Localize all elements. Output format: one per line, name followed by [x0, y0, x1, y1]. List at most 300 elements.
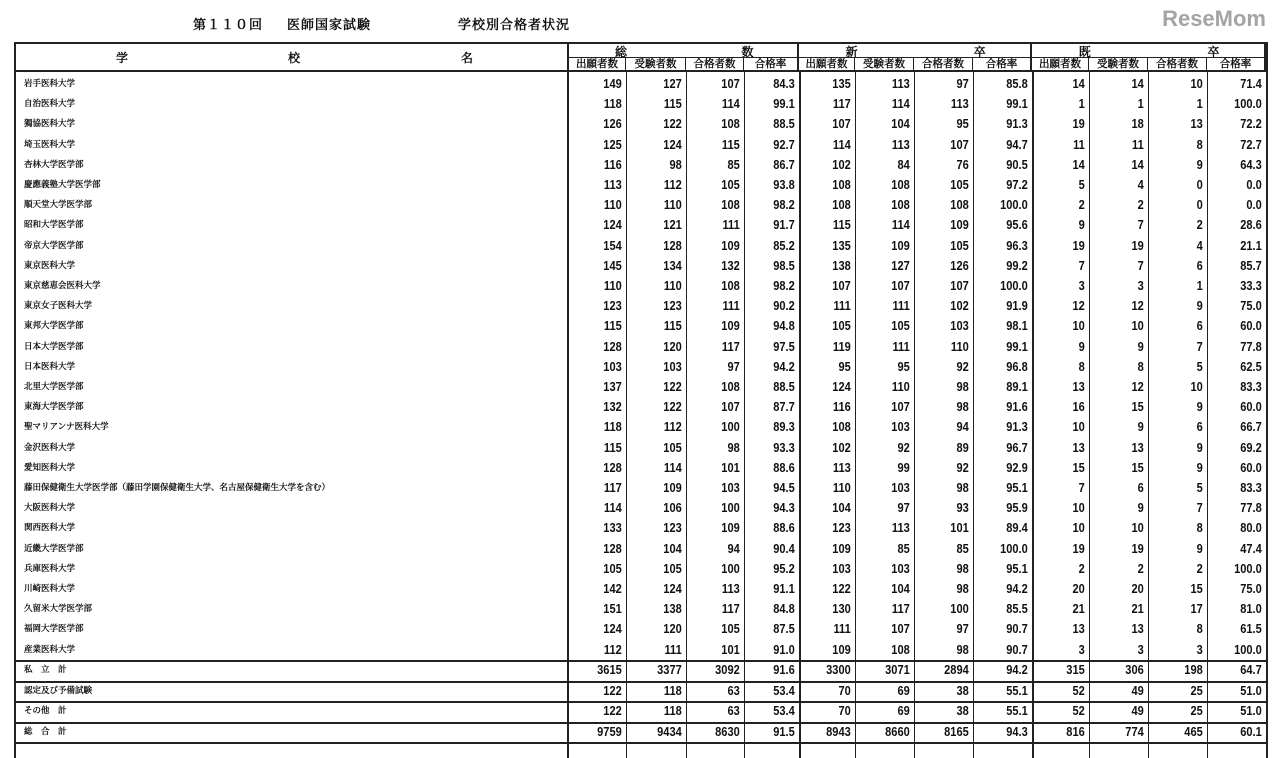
group-char-left: 総 [615, 45, 628, 59]
value-cell: 51.0 [1240, 682, 1262, 698]
value-cell: 108 [721, 116, 740, 132]
school-name: 獨協医科大学 [24, 119, 76, 130]
value-cell: 100.0 [1234, 560, 1262, 576]
value-cell: 47.4 [1240, 540, 1262, 556]
value-cell: 92 [956, 459, 969, 475]
value-cell: 115 [721, 136, 740, 152]
value-cell: 99.1 [1006, 338, 1028, 354]
value-cell: 4 [1137, 177, 1144, 192]
value-cell: 107 [950, 278, 969, 293]
value-cell: 6 [1196, 318, 1203, 334]
value-cell: 105 [663, 439, 682, 455]
value-cell: 105 [832, 318, 851, 334]
value-cell: 107 [891, 399, 910, 415]
column-header: 受験者数 [626, 58, 686, 72]
value-cell: 7 [1196, 500, 1203, 516]
value-cell: 113 [950, 96, 969, 112]
value-cell: 0 [1196, 177, 1203, 192]
value-cell: 12 [1072, 298, 1085, 314]
value-cell: 72.7 [1240, 136, 1262, 152]
school-name: 東京医科大学 [24, 260, 76, 271]
value-cell: 114 [891, 217, 910, 233]
value-cell: 122 [663, 379, 682, 394]
group-char-left: 既 [1078, 45, 1091, 59]
group-char-right: 数 [741, 45, 754, 59]
value-cell: 15 [1131, 459, 1144, 475]
value-cell: 108 [891, 197, 910, 213]
value-cell: 91.1 [773, 581, 795, 596]
column-header: 合格率 [744, 58, 799, 72]
value-cell: 11 [1073, 136, 1085, 152]
table-row [16, 478, 1266, 498]
value-cell: 10 [1072, 500, 1085, 516]
value-cell: 103 [721, 480, 740, 495]
value-cell: 8 [1196, 136, 1203, 152]
value-cell: 75.0 [1240, 581, 1262, 596]
value-cell: 7 [1137, 257, 1144, 273]
value-cell: 95 [838, 358, 851, 374]
value-cell: 108 [832, 419, 851, 435]
value-cell: 103 [891, 480, 910, 495]
value-cell: 95.2 [773, 560, 795, 576]
value-cell: 8943 [826, 723, 851, 739]
value-cell: 99.2 [1006, 257, 1028, 273]
value-cell: 9434 [657, 723, 682, 739]
value-cell: 1 [1196, 278, 1203, 293]
value-cell: 107 [832, 116, 851, 132]
value-cell: 103 [891, 560, 910, 576]
value-cell: 91.6 [773, 662, 795, 678]
value-cell: 107 [721, 399, 740, 415]
value-cell: 15 [1131, 399, 1144, 415]
value-cell: 100 [721, 500, 740, 516]
school-name: 近畿大学医学部 [24, 543, 84, 554]
value-cell: 14 [1131, 76, 1144, 91]
value-cell: 60.0 [1240, 459, 1262, 475]
column-header: 合格者数 [914, 58, 973, 72]
column-header: 出願者数 [1032, 58, 1089, 72]
value-cell: 52 [1072, 682, 1085, 698]
value-cell: 64.7 [1240, 662, 1262, 678]
school-name: 自治医科大学 [24, 99, 76, 110]
value-cell: 94.8 [773, 318, 795, 334]
value-cell: 117 [603, 480, 622, 495]
value-cell: 111 [722, 217, 740, 233]
value-cell: 7 [1196, 338, 1203, 354]
value-cell: 77.8 [1240, 338, 1262, 354]
value-cell: 84 [897, 156, 910, 172]
value-cell: 19 [1072, 540, 1085, 556]
value-cell: 151 [603, 601, 622, 617]
value-cell: 80.0 [1240, 520, 1262, 536]
school-name: 日本大学医学部 [24, 341, 84, 352]
table-row [16, 539, 1266, 559]
table-row [16, 114, 1266, 134]
value-cell: 3300 [826, 662, 851, 678]
value-cell: 105 [721, 177, 740, 192]
value-cell: 124 [832, 379, 851, 394]
value-cell: 91.3 [1006, 116, 1028, 132]
value-cell: 103 [891, 419, 910, 435]
value-cell: 93.3 [773, 439, 795, 455]
header-char: 学 [116, 51, 129, 65]
value-cell: 107 [891, 621, 910, 637]
value-cell: 100 [721, 560, 740, 576]
school-name: 埼玉医科大学 [24, 139, 76, 150]
value-cell: 55.1 [1006, 682, 1028, 698]
value-cell: 100.0 [1234, 96, 1262, 112]
value-cell: 89.4 [1006, 520, 1028, 536]
school-name: 杏林大学医学部 [24, 159, 84, 170]
value-cell: 111 [664, 641, 682, 657]
value-cell: 14 [1131, 156, 1144, 172]
value-cell: 53.4 [773, 682, 795, 698]
value-cell: 12 [1131, 379, 1144, 394]
value-cell: 2 [1137, 560, 1144, 576]
value-cell: 92 [956, 358, 969, 374]
table-row [16, 579, 1266, 599]
value-cell: 107 [891, 278, 910, 293]
value-cell: 90.7 [1006, 621, 1028, 637]
value-cell: 112 [663, 419, 682, 435]
value-cell: 145 [603, 257, 622, 273]
value-cell: 108 [891, 641, 910, 657]
value-cell: 122 [663, 116, 682, 132]
value-cell: 19 [1131, 540, 1144, 556]
school-name: 東京女子医科大学 [24, 301, 93, 312]
value-cell: 104 [891, 116, 910, 132]
value-cell: 10 [1131, 318, 1144, 334]
value-cell: 66.7 [1240, 419, 1262, 435]
school-name: 東京慈恵会医科大学 [24, 281, 101, 291]
value-cell: 85.2 [773, 237, 795, 253]
value-cell: 103 [663, 358, 682, 374]
table-row [16, 599, 1266, 619]
value-cell: 0.0 [1246, 177, 1262, 192]
value-cell: 102 [832, 156, 851, 172]
value-cell: 118 [603, 96, 622, 112]
value-cell: 108 [721, 379, 740, 394]
value-cell: 20 [1072, 581, 1085, 596]
value-cell: 5 [1196, 480, 1203, 495]
value-cell: 98 [956, 480, 969, 495]
value-cell: 91.7 [773, 217, 795, 233]
value-cell: 97.2 [1006, 177, 1028, 192]
value-cell: 1 [1078, 96, 1085, 112]
value-cell: 123 [663, 298, 682, 314]
value-cell: 124 [663, 136, 682, 152]
value-cell: 2 [1078, 197, 1085, 213]
value-cell: 118 [603, 419, 622, 435]
school-name: 藤田保健衛生大学医学部（藤田学園保健衛生大学、名古屋保健衛生大学を含む） [24, 483, 331, 493]
value-cell: 107 [832, 278, 851, 293]
value-cell: 85 [956, 540, 969, 556]
value-cell: 5 [1078, 177, 1085, 192]
value-cell: 25 [1190, 703, 1203, 719]
value-cell: 81.0 [1240, 601, 1262, 617]
value-cell: 107 [950, 136, 969, 152]
school-name: 川崎医科大学 [24, 584, 76, 594]
school-name: 昭和大学医学部 [24, 220, 84, 231]
value-cell: 105 [891, 318, 910, 334]
value-cell: 124 [603, 217, 622, 233]
value-cell: 134 [663, 257, 682, 273]
value-cell: 142 [603, 581, 622, 596]
value-cell: 114 [603, 500, 622, 516]
value-cell: 51.0 [1240, 703, 1262, 719]
value-cell: 96.3 [1006, 237, 1028, 253]
table-row [16, 458, 1266, 478]
value-cell: 85.7 [1240, 257, 1262, 273]
value-cell: 95.1 [1006, 560, 1028, 576]
value-cell: 101 [721, 641, 740, 657]
value-cell: 101 [950, 520, 969, 536]
value-cell: 89.3 [773, 419, 795, 435]
value-cell: 7 [1078, 480, 1085, 495]
value-cell: 115 [832, 217, 851, 233]
value-cell: 75.0 [1240, 298, 1262, 314]
value-cell: 72.2 [1240, 116, 1262, 132]
value-cell: 94.5 [773, 480, 795, 495]
table-row [16, 236, 1266, 256]
school-name: 兵庫医科大学 [24, 563, 76, 574]
value-cell: 61.5 [1240, 621, 1262, 637]
value-cell: 98.5 [773, 257, 795, 273]
value-cell: 83.3 [1240, 480, 1262, 495]
value-cell: 94 [956, 419, 969, 435]
value-cell: 99.1 [773, 96, 795, 112]
table-row [16, 316, 1266, 336]
value-cell: 109 [950, 217, 969, 233]
value-cell: 102 [832, 439, 851, 455]
value-cell: 15 [1072, 459, 1085, 475]
value-cell: 95.1 [1006, 480, 1028, 495]
value-cell: 3 [1137, 641, 1144, 657]
value-cell: 127 [891, 257, 910, 273]
value-cell: 121 [663, 217, 682, 233]
value-cell: 122 [603, 682, 622, 698]
value-cell: 132 [603, 399, 622, 415]
school-name: 大阪医科大学 [24, 503, 76, 514]
value-cell: 103 [603, 358, 622, 374]
value-cell: 49 [1131, 682, 1144, 698]
school-name: 帝京大学医学部 [24, 240, 84, 251]
value-cell: 12 [1131, 298, 1144, 314]
value-cell: 122 [832, 581, 851, 596]
value-cell: 69 [897, 682, 910, 698]
value-cell: 70 [838, 682, 851, 698]
value-cell: 88.5 [773, 379, 795, 394]
value-cell: 92.7 [773, 136, 795, 152]
value-cell: 117 [891, 601, 910, 617]
school-name: 福岡大学医学部 [24, 624, 84, 635]
school-name: 日本医科大学 [24, 361, 76, 372]
value-cell: 8630 [715, 723, 740, 739]
value-cell: 105 [950, 177, 969, 192]
value-cell: 3092 [715, 662, 740, 678]
value-cell: 122 [663, 399, 682, 415]
value-cell: 149 [603, 76, 622, 91]
value-cell: 130 [832, 601, 851, 617]
total-row [16, 681, 1266, 702]
value-cell: 18 [1131, 116, 1144, 132]
value-cell: 89 [956, 439, 969, 455]
school-name-header [16, 44, 569, 72]
value-cell: 71.4 [1240, 76, 1262, 91]
value-cell: 2 [1196, 560, 1203, 576]
value-cell: 13 [1072, 379, 1085, 394]
total-row [16, 701, 1266, 722]
exam-name: 医師国家試験 [287, 18, 372, 33]
column-header: 受験者数 [855, 58, 914, 72]
table-row [16, 438, 1266, 458]
value-cell: 97 [956, 621, 969, 637]
value-cell: 28.6 [1240, 217, 1262, 233]
value-cell: 110 [891, 379, 910, 394]
value-cell: 128 [603, 459, 622, 475]
value-cell: 99 [897, 459, 910, 475]
value-cell: 118 [663, 682, 682, 698]
value-cell: 97 [897, 500, 910, 516]
value-cell: 3 [1137, 278, 1144, 293]
value-cell: 119 [832, 338, 851, 354]
table-row [16, 417, 1266, 437]
table-row [16, 296, 1266, 316]
value-cell: 13 [1131, 439, 1144, 455]
total-row [16, 660, 1266, 681]
table-row [16, 559, 1266, 579]
value-cell: 114 [891, 96, 910, 112]
value-cell: 17 [1190, 601, 1203, 617]
value-cell: 95 [897, 358, 910, 374]
value-cell: 5 [1196, 358, 1203, 374]
value-cell: 97 [956, 76, 969, 91]
value-cell: 108 [832, 197, 851, 213]
group-char-left: 新 [845, 45, 858, 59]
value-cell: 774 [1125, 723, 1144, 739]
value-cell: 98 [956, 560, 969, 576]
value-cell: 87.5 [773, 621, 795, 637]
school-name: その他 計 [24, 706, 67, 717]
school-name: 総 合 計 [24, 726, 67, 737]
header-char: 名 [461, 51, 474, 65]
value-cell: 9 [1196, 540, 1203, 556]
value-cell: 94.2 [1006, 662, 1028, 678]
table-row [16, 498, 1266, 518]
value-cell: 94.2 [773, 358, 795, 374]
value-cell: 96.8 [1006, 358, 1028, 374]
value-cell: 64.3 [1240, 156, 1262, 172]
value-cell: 105 [603, 560, 622, 576]
school-name: 私 立 計 [24, 665, 67, 676]
value-cell: 60.0 [1240, 399, 1262, 415]
value-cell: 138 [663, 601, 682, 617]
value-cell: 128 [663, 237, 682, 253]
table-row [16, 397, 1266, 417]
school-name: 産業医科大学 [24, 644, 76, 655]
value-cell: 110 [663, 197, 682, 213]
value-cell: 137 [603, 379, 622, 394]
value-cell: 2894 [944, 662, 969, 678]
school-name: 聖マリアンナ医科大学 [24, 422, 109, 433]
value-cell: 20 [1131, 581, 1144, 596]
table-row [16, 215, 1266, 235]
value-cell: 112 [663, 177, 682, 192]
school-name: 東海大学医学部 [24, 402, 84, 413]
value-cell: 104 [832, 500, 851, 516]
value-cell: 117 [721, 338, 740, 354]
value-cell: 107 [721, 76, 740, 91]
value-cell: 19 [1072, 237, 1085, 253]
value-cell: 111 [833, 621, 851, 637]
value-cell: 95 [956, 116, 969, 132]
value-cell: 13 [1072, 621, 1085, 637]
value-cell: 135 [832, 76, 851, 91]
value-cell: 115 [663, 318, 682, 334]
value-cell: 60.1 [1240, 723, 1262, 739]
value-cell: 94 [727, 540, 740, 556]
table-row [16, 276, 1266, 296]
value-cell: 123 [663, 520, 682, 536]
value-cell: 10 [1072, 318, 1085, 334]
value-cell: 106 [663, 500, 682, 516]
value-cell: 105 [721, 621, 740, 637]
value-cell: 3377 [657, 662, 682, 678]
value-cell: 1 [1137, 96, 1144, 112]
value-cell: 4 [1196, 237, 1203, 253]
value-cell: 3 [1078, 278, 1085, 293]
value-cell: 2 [1078, 560, 1085, 576]
value-cell: 110 [603, 278, 622, 293]
column-header: 出願者数 [799, 58, 855, 72]
value-cell: 88.6 [773, 459, 795, 475]
value-cell: 10 [1072, 520, 1085, 536]
value-cell: 103 [950, 318, 969, 334]
table-row [16, 518, 1266, 538]
value-cell: 110 [663, 278, 682, 293]
value-cell: 9759 [597, 723, 622, 739]
value-cell: 10 [1131, 520, 1144, 536]
value-cell: 9 [1196, 298, 1203, 314]
value-cell: 135 [832, 237, 851, 253]
value-cell: 69 [897, 703, 910, 719]
value-cell: 138 [832, 257, 851, 273]
value-cell: 98 [956, 379, 969, 394]
table-row [16, 74, 1266, 94]
value-cell: 9 [1196, 399, 1203, 415]
group-char-right: 卒 [973, 45, 986, 59]
value-cell: 120 [663, 338, 682, 354]
value-cell: 114 [663, 459, 682, 475]
value-cell: 109 [721, 520, 740, 536]
table-row [16, 619, 1266, 639]
value-cell: 85 [897, 540, 910, 556]
value-cell: 84.3 [773, 76, 795, 91]
value-cell: 98.2 [773, 197, 795, 213]
value-cell: 53.4 [773, 703, 795, 719]
value-cell: 87.7 [773, 399, 795, 415]
table-row [16, 155, 1266, 175]
table-row [16, 640, 1266, 660]
value-cell: 100.0 [1000, 197, 1028, 213]
value-cell: 90.5 [1006, 156, 1028, 172]
column-header: 出願者数 [569, 58, 626, 72]
value-cell: 88.6 [773, 520, 795, 536]
value-cell: 127 [663, 76, 682, 91]
value-cell: 116 [603, 156, 622, 172]
value-cell: 49 [1131, 703, 1144, 719]
value-cell: 21 [1131, 601, 1144, 617]
